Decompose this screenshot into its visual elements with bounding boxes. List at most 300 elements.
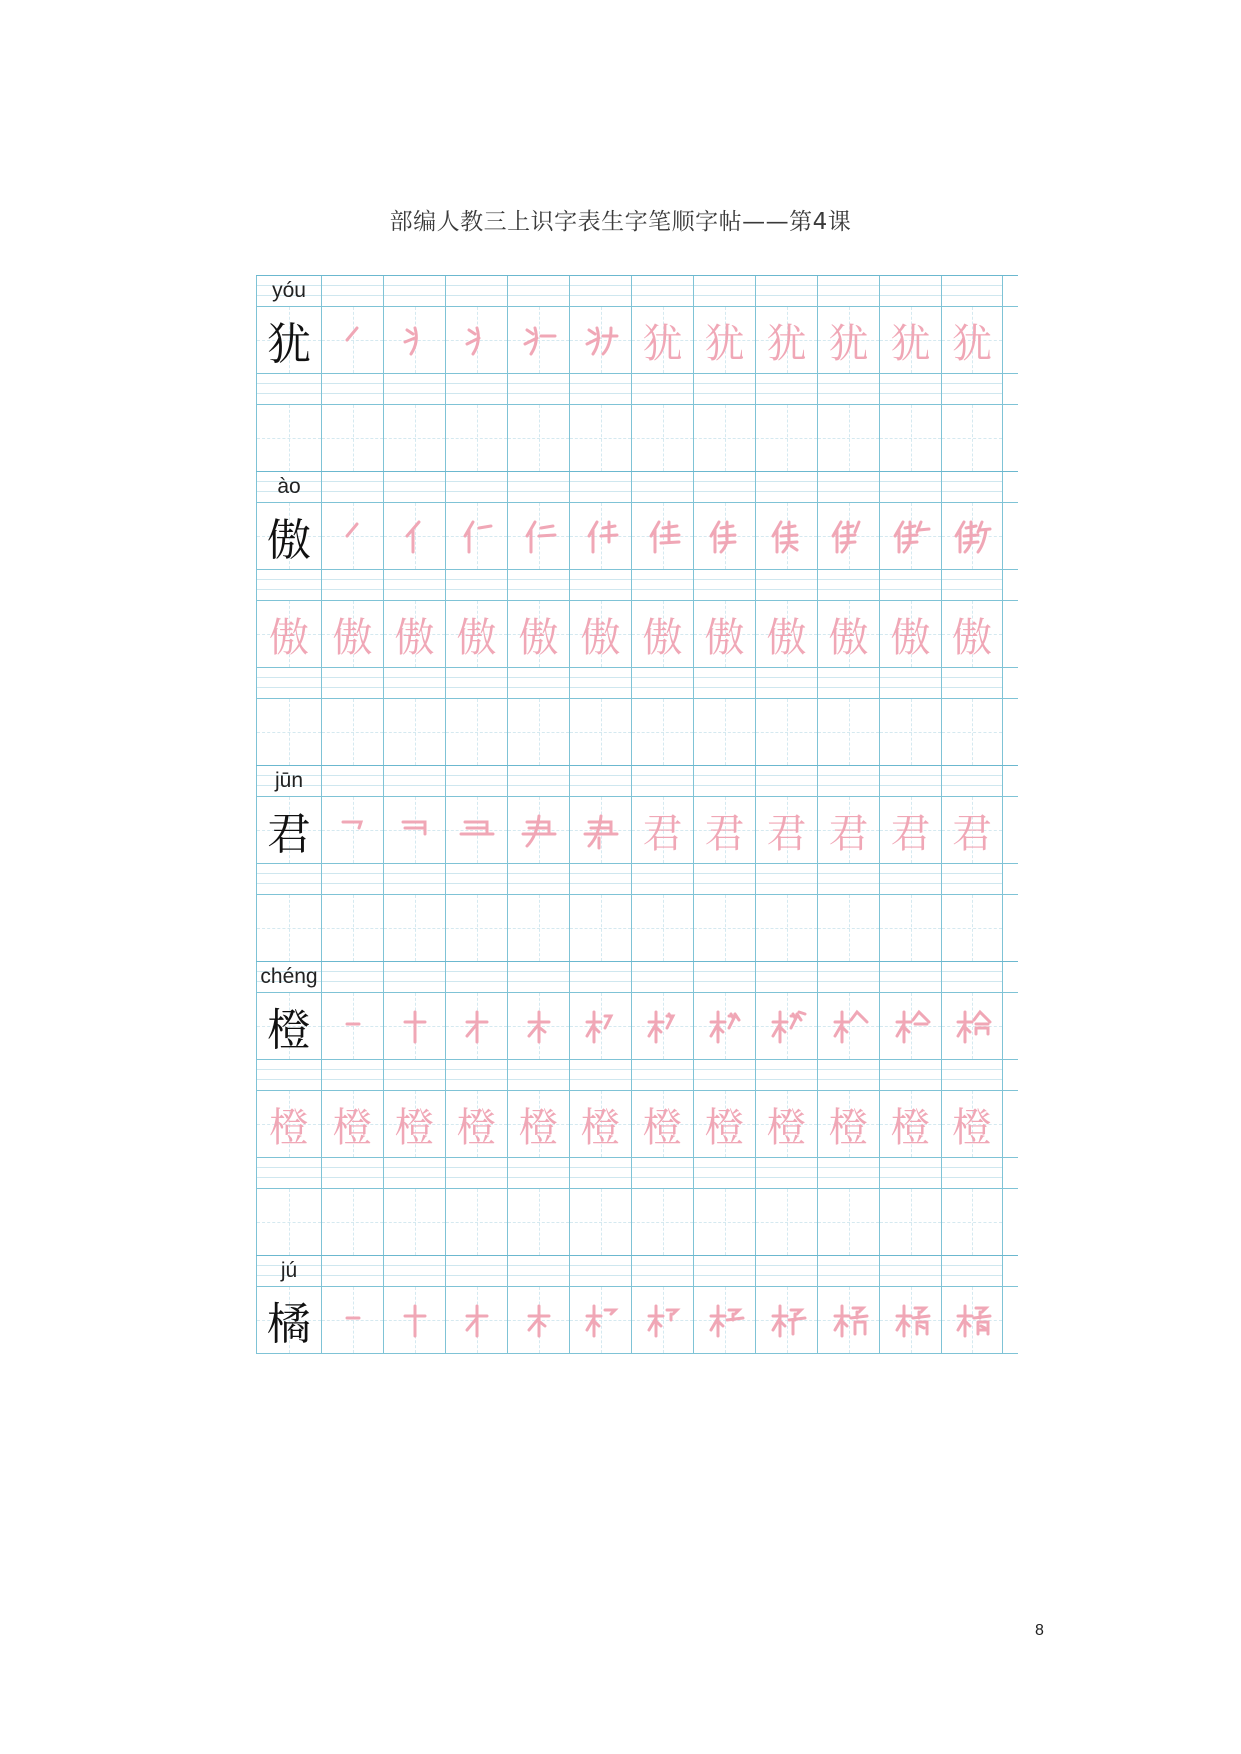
stroke-step-glyph — [333, 516, 373, 556]
trace-cell — [321, 1091, 383, 1157]
pinyin-label: jūn — [274, 769, 304, 792]
empty-cell — [445, 895, 507, 961]
grid-bottom-border — [256, 1353, 1018, 1354]
trace-cell — [817, 307, 879, 373]
stroke-step-cell — [507, 993, 569, 1059]
pinyin-cell — [321, 962, 383, 992]
pinyin-cell — [507, 1256, 569, 1286]
empty-cell — [569, 699, 631, 765]
stroke-step-cell — [693, 1287, 755, 1353]
empty-cell — [256, 405, 321, 471]
empty-cell — [941, 1189, 1003, 1255]
stroke-step-glyph — [519, 516, 559, 556]
pinyin-cell — [569, 766, 631, 796]
pinyin-cell — [631, 864, 693, 894]
pinyin-cell — [321, 1158, 383, 1188]
pinyin-cell — [755, 1256, 817, 1286]
model-character-cell — [256, 503, 321, 569]
pinyin-cell — [507, 472, 569, 502]
trace-cell — [383, 1091, 445, 1157]
trace-cell — [445, 601, 507, 667]
trace-cell — [256, 601, 321, 667]
stroke-step-cell — [569, 797, 631, 863]
trace-cell — [755, 1091, 817, 1157]
pinyin-cell — [383, 766, 445, 796]
trace-character: 橙 — [580, 1104, 621, 1151]
pinyin-cell — [569, 1158, 631, 1188]
stroke-step-cell — [631, 993, 693, 1059]
trace-character: 橙 — [332, 1104, 373, 1151]
stroke-step-glyph — [395, 516, 435, 556]
stroke-step-glyph — [829, 1300, 869, 1340]
stroke-step-cell — [507, 307, 569, 373]
stroke-step-cell — [631, 1287, 693, 1353]
pinyin-cell — [631, 374, 693, 404]
pinyin-cell — [941, 276, 1003, 306]
empty-cell — [941, 405, 1003, 471]
stroke-order-row — [256, 1286, 1018, 1353]
stroke-step-glyph — [952, 1300, 992, 1340]
pinyin-cell — [817, 276, 879, 306]
pinyin-cell — [383, 1256, 445, 1286]
pinyin-row — [256, 765, 1018, 796]
pinyin-cell — [569, 472, 631, 502]
pinyin-cell — [445, 374, 507, 404]
empty-cell — [755, 895, 817, 961]
stroke-step-cell — [445, 1287, 507, 1353]
pinyin-label: ào — [277, 475, 301, 498]
trace-character: 犹 — [828, 320, 869, 367]
empty-cell — [941, 699, 1003, 765]
pinyin-cell — [879, 472, 941, 502]
empty-cell — [879, 1189, 941, 1255]
pinyin-cell — [383, 276, 445, 306]
trace-cell — [693, 797, 755, 863]
pinyin-cell — [941, 1060, 1003, 1090]
trace-character: 橙 — [642, 1104, 683, 1151]
stroke-step-cell — [879, 1287, 941, 1353]
pinyin-cell — [569, 962, 631, 992]
pinyin-cell — [941, 472, 1003, 502]
stroke-step-cell — [693, 993, 755, 1059]
stroke-step-cell — [383, 993, 445, 1059]
pinyin-cell — [755, 864, 817, 894]
pinyin-cell — [631, 766, 693, 796]
trace-character: 橙 — [456, 1104, 497, 1151]
empty-cell — [507, 699, 569, 765]
pinyin-cell — [445, 1060, 507, 1090]
pinyin-cell — [507, 374, 569, 404]
trace-character: 犹 — [952, 320, 992, 367]
stroke-step-cell — [693, 503, 755, 569]
empty-cell — [817, 405, 879, 471]
trace-cell — [507, 601, 569, 667]
stroke-step-cell — [321, 307, 383, 373]
stroke-step-glyph — [457, 516, 497, 556]
pinyin-cell — [755, 962, 817, 992]
trace-character: 傲 — [890, 614, 931, 661]
stroke-order-row — [256, 306, 1018, 373]
pinyin-cell — [569, 1060, 631, 1090]
stroke-step-cell — [879, 503, 941, 569]
stroke-step-glyph — [457, 1300, 497, 1340]
stroke-step-cell — [569, 503, 631, 569]
empty-cell — [631, 405, 693, 471]
trace-character: 傲 — [456, 614, 497, 661]
stroke-step-cell — [569, 1287, 631, 1353]
empty-cell — [693, 699, 755, 765]
trace-cell — [755, 307, 817, 373]
stroke-step-glyph — [333, 320, 373, 360]
stroke-step-cell — [879, 993, 941, 1059]
pinyin-label: yóu — [272, 279, 306, 302]
pinyin-cell — [507, 766, 569, 796]
pinyin-cell — [755, 1060, 817, 1090]
pinyin-cell — [693, 472, 755, 502]
stroke-step-cell — [445, 503, 507, 569]
pinyin-cell — [631, 1256, 693, 1286]
stroke-step-glyph — [519, 810, 559, 850]
trace-cell — [507, 1091, 569, 1157]
empty-cell — [879, 699, 941, 765]
trace-character: 傲 — [952, 614, 992, 661]
stroke-step-cell — [445, 307, 507, 373]
trace-character: 傲 — [704, 614, 745, 661]
empty-practice-row — [256, 1188, 1018, 1255]
empty-cell — [755, 699, 817, 765]
stroke-step-cell — [755, 1287, 817, 1353]
pinyin-cell — [755, 766, 817, 796]
empty-cell — [256, 699, 321, 765]
trace-cell — [941, 601, 1003, 667]
stroke-step-glyph — [333, 810, 373, 850]
empty-cell — [383, 405, 445, 471]
pinyin-cell — [256, 570, 321, 600]
trace-character: 橙 — [394, 1104, 435, 1151]
pinyin-cell — [321, 1256, 383, 1286]
pinyin-row — [256, 863, 1018, 894]
trace-cell — [941, 797, 1003, 863]
pinyin-cell — [693, 1158, 755, 1188]
pinyin-cell — [693, 570, 755, 600]
pinyin-cell — [817, 1158, 879, 1188]
trace-row — [256, 1090, 1018, 1157]
pinyin-cell — [507, 1158, 569, 1188]
pinyin-cell — [755, 570, 817, 600]
trace-character: 橙 — [704, 1104, 745, 1151]
empty-cell — [569, 895, 631, 961]
stroke-step-glyph — [581, 810, 621, 850]
trace-character: 橙 — [828, 1104, 869, 1151]
pinyin-cell — [879, 276, 941, 306]
stroke-step-cell — [569, 993, 631, 1059]
stroke-step-cell — [321, 797, 383, 863]
empty-cell — [817, 895, 879, 961]
pinyin-cell — [879, 766, 941, 796]
trace-cell — [755, 797, 817, 863]
stroke-step-glyph — [581, 1300, 621, 1340]
trace-cell — [755, 601, 817, 667]
pinyin-cell — [507, 276, 569, 306]
pinyin-cell — [817, 864, 879, 894]
stroke-step-cell — [507, 797, 569, 863]
pinyin-cell — [445, 1158, 507, 1188]
trace-character: 傲 — [269, 614, 309, 661]
stroke-order-row — [256, 796, 1018, 863]
stroke-step-cell — [755, 503, 817, 569]
stroke-step-glyph — [891, 1006, 931, 1046]
pinyin-row — [256, 471, 1018, 502]
trace-cell — [693, 307, 755, 373]
pinyin-row — [256, 1157, 1018, 1188]
pinyin-cell — [817, 668, 879, 698]
stroke-step-glyph — [891, 1300, 931, 1340]
pinyin-cell — [256, 374, 321, 404]
pinyin-cell — [631, 276, 693, 306]
stroke-step-cell — [817, 1287, 879, 1353]
stroke-step-cell — [507, 1287, 569, 1353]
pinyin-cell — [631, 962, 693, 992]
stroke-step-glyph — [457, 1006, 497, 1046]
pinyin-cell — [256, 962, 321, 992]
empty-cell — [507, 895, 569, 961]
pinyin-label: chéng — [260, 965, 318, 988]
stroke-step-cell — [569, 307, 631, 373]
pinyin-row — [256, 373, 1018, 404]
stroke-step-glyph — [395, 1006, 435, 1046]
pinyin-cell — [693, 276, 755, 306]
trace-character: 君 — [828, 810, 869, 857]
pinyin-cell — [817, 472, 879, 502]
empty-cell — [817, 1189, 879, 1255]
pinyin-cell — [256, 864, 321, 894]
pinyin-cell — [507, 1060, 569, 1090]
pinyin-cell — [817, 766, 879, 796]
empty-cell — [445, 1189, 507, 1255]
model-character: 橙 — [267, 1005, 311, 1056]
trace-row — [256, 600, 1018, 667]
pinyin-cell — [569, 864, 631, 894]
empty-cell — [879, 405, 941, 471]
model-character-cell — [256, 1287, 321, 1353]
trace-cell — [569, 1091, 631, 1157]
pinyin-cell — [445, 766, 507, 796]
pinyin-row — [256, 275, 1018, 306]
trace-character: 傲 — [766, 614, 807, 661]
stroke-step-glyph — [581, 516, 621, 556]
pinyin-cell — [321, 374, 383, 404]
pinyin-cell — [879, 1256, 941, 1286]
model-character: 犹 — [267, 319, 311, 370]
trace-character: 君 — [952, 810, 992, 857]
pinyin-cell — [383, 962, 445, 992]
stroke-step-glyph — [829, 516, 869, 556]
pinyin-cell — [817, 1256, 879, 1286]
pinyin-cell — [256, 1060, 321, 1090]
trace-cell — [817, 601, 879, 667]
stroke-step-glyph — [519, 1300, 559, 1340]
pinyin-row — [256, 569, 1018, 600]
trace-character: 傲 — [332, 614, 373, 661]
stroke-step-cell — [445, 993, 507, 1059]
stroke-step-glyph — [643, 1006, 683, 1046]
trace-character: 傲 — [828, 614, 869, 661]
pinyin-cell — [507, 668, 569, 698]
empty-cell — [631, 699, 693, 765]
pinyin-cell — [569, 668, 631, 698]
trace-character: 犹 — [890, 320, 931, 367]
pinyin-cell — [817, 374, 879, 404]
empty-cell — [321, 405, 383, 471]
pinyin-cell — [941, 1158, 1003, 1188]
pinyin-cell — [755, 276, 817, 306]
pinyin-cell — [941, 864, 1003, 894]
trace-character: 君 — [642, 810, 683, 857]
stroke-step-glyph — [457, 810, 497, 850]
empty-cell — [383, 1189, 445, 1255]
model-character: 傲 — [267, 515, 311, 566]
pinyin-cell — [321, 276, 383, 306]
pinyin-cell — [445, 570, 507, 600]
pinyin-cell — [693, 962, 755, 992]
pinyin-cell — [383, 570, 445, 600]
pinyin-cell — [631, 1060, 693, 1090]
empty-practice-row — [256, 894, 1018, 961]
stroke-step-cell — [383, 1287, 445, 1353]
pinyin-cell — [507, 570, 569, 600]
stroke-step-cell — [817, 503, 879, 569]
stroke-step-cell — [507, 503, 569, 569]
empty-cell — [321, 1189, 383, 1255]
empty-practice-row — [256, 404, 1018, 471]
empty-cell — [631, 895, 693, 961]
pinyin-cell — [941, 374, 1003, 404]
stroke-step-glyph — [952, 1006, 992, 1046]
trace-cell — [879, 1091, 941, 1157]
character-block-ju — [256, 1255, 1018, 1353]
pinyin-cell — [383, 1158, 445, 1188]
pinyin-cell — [256, 472, 321, 502]
pinyin-cell — [321, 668, 383, 698]
pinyin-cell — [383, 864, 445, 894]
empty-cell — [445, 699, 507, 765]
pinyin-cell — [445, 668, 507, 698]
trace-character: 橙 — [518, 1104, 559, 1151]
stroke-step-cell — [321, 503, 383, 569]
empty-cell — [507, 1189, 569, 1255]
stroke-step-glyph — [395, 810, 435, 850]
empty-cell — [321, 699, 383, 765]
stroke-step-glyph — [333, 1006, 373, 1046]
stroke-step-cell — [321, 1287, 383, 1353]
stroke-step-glyph — [395, 1300, 435, 1340]
pinyin-cell — [445, 276, 507, 306]
pinyin-cell — [879, 1060, 941, 1090]
stroke-step-cell — [817, 993, 879, 1059]
pinyin-cell — [256, 668, 321, 698]
trace-character: 橙 — [766, 1104, 807, 1151]
pinyin-cell — [693, 766, 755, 796]
pinyin-cell — [941, 570, 1003, 600]
pinyin-cell — [755, 472, 817, 502]
pinyin-cell — [256, 276, 321, 306]
stroke-step-cell — [321, 993, 383, 1059]
trace-character: 傲 — [642, 614, 683, 661]
trace-cell — [817, 1091, 879, 1157]
stroke-step-glyph — [767, 516, 807, 556]
pinyin-cell — [383, 374, 445, 404]
pinyin-cell — [879, 374, 941, 404]
empty-cell — [445, 405, 507, 471]
empty-cell — [631, 1189, 693, 1255]
pinyin-cell — [445, 864, 507, 894]
pinyin-cell — [755, 1158, 817, 1188]
pinyin-cell — [321, 472, 383, 502]
pinyin-cell — [631, 472, 693, 502]
pinyin-cell — [941, 668, 1003, 698]
pinyin-cell — [445, 472, 507, 502]
pinyin-cell — [321, 766, 383, 796]
pinyin-row — [256, 961, 1018, 992]
empty-cell — [817, 699, 879, 765]
empty-cell — [569, 405, 631, 471]
empty-cell — [256, 1189, 321, 1255]
pinyin-cell — [817, 1060, 879, 1090]
pinyin-row — [256, 1059, 1018, 1090]
pinyin-cell — [383, 1060, 445, 1090]
trace-character: 君 — [890, 810, 931, 857]
pinyin-cell — [879, 1158, 941, 1188]
trace-cell — [631, 797, 693, 863]
pinyin-cell — [445, 962, 507, 992]
pinyin-cell — [879, 962, 941, 992]
pinyin-cell — [321, 864, 383, 894]
trace-cell — [693, 1091, 755, 1157]
trace-character: 犹 — [766, 320, 807, 367]
trace-character: 橙 — [952, 1104, 992, 1151]
empty-cell — [693, 1189, 755, 1255]
pinyin-cell — [879, 864, 941, 894]
empty-cell — [879, 895, 941, 961]
stroke-step-cell — [383, 797, 445, 863]
trace-character: 君 — [766, 810, 807, 857]
trace-character: 犹 — [642, 320, 683, 367]
stroke-step-cell — [631, 503, 693, 569]
empty-cell — [383, 895, 445, 961]
stroke-step-cell — [941, 1287, 1003, 1353]
pinyin-cell — [817, 570, 879, 600]
empty-cell — [693, 895, 755, 961]
trace-cell — [941, 307, 1003, 373]
pinyin-cell — [256, 1158, 321, 1188]
pinyin-cell — [693, 668, 755, 698]
stroke-step-glyph — [767, 1300, 807, 1340]
page-number: 8 — [1035, 1622, 1044, 1639]
empty-cell — [321, 895, 383, 961]
pinyin-cell — [631, 668, 693, 698]
stroke-step-glyph — [643, 516, 683, 556]
stroke-step-glyph — [457, 320, 497, 360]
stroke-step-glyph — [767, 1006, 807, 1046]
stroke-step-glyph — [705, 1300, 745, 1340]
pinyin-cell — [631, 1158, 693, 1188]
model-character-cell — [256, 797, 321, 863]
pinyin-cell — [383, 472, 445, 502]
pinyin-cell — [256, 766, 321, 796]
model-character: 橘 — [267, 1299, 311, 1350]
trace-cell — [569, 601, 631, 667]
character-practice-grid — [256, 275, 1018, 1354]
